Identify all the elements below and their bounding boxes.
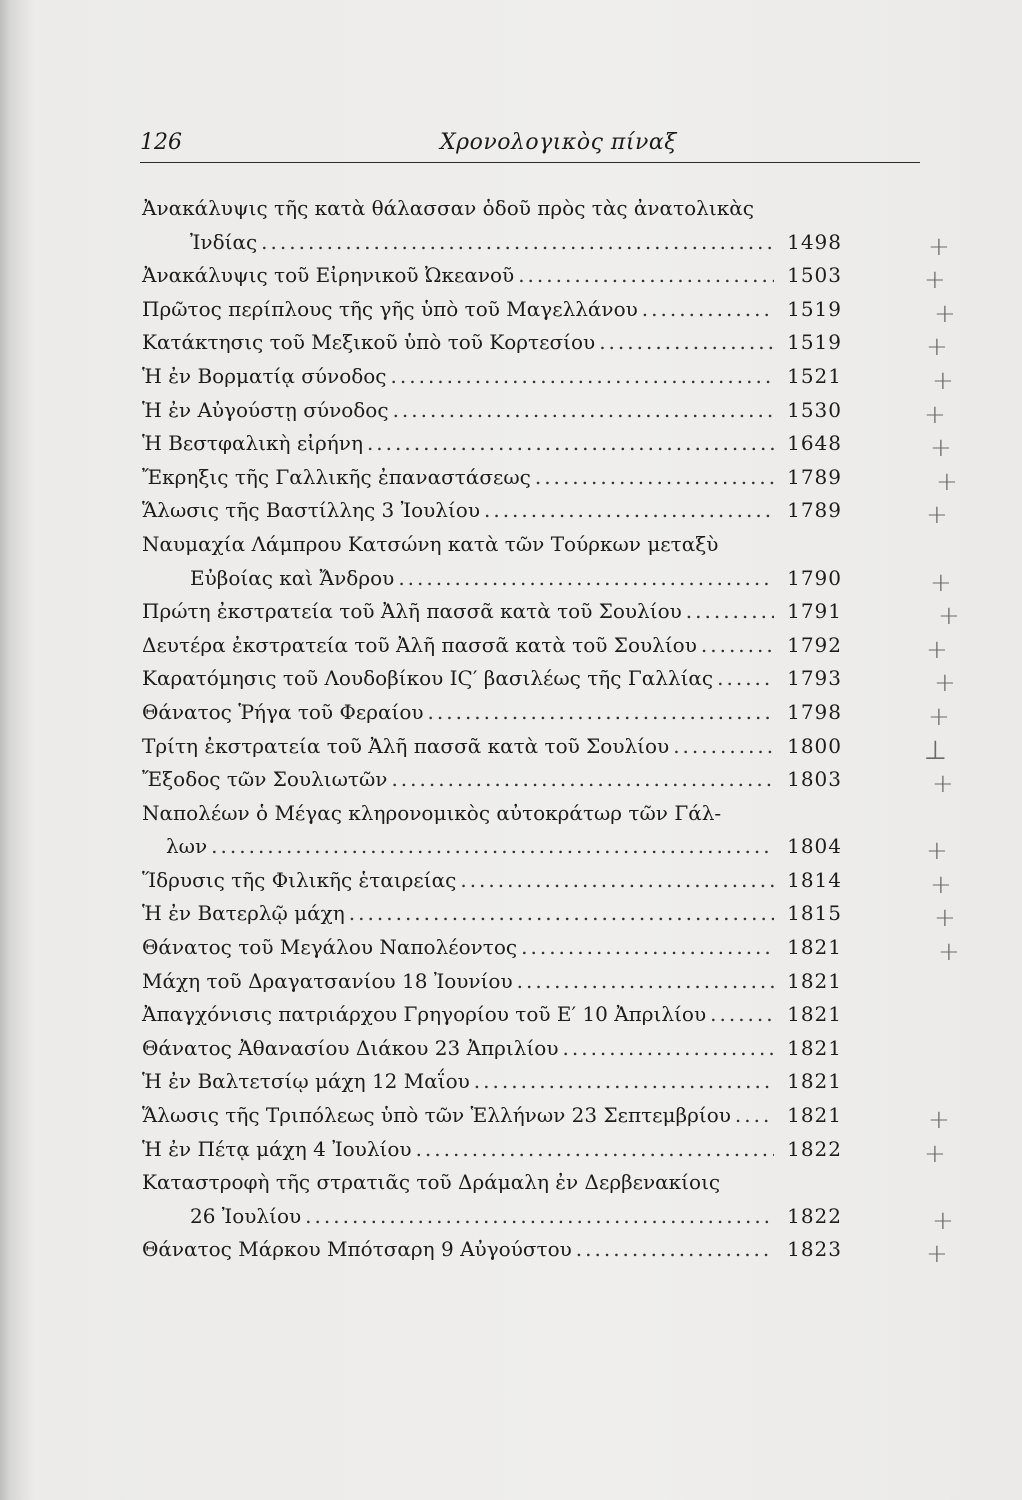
dot-leader [642, 297, 774, 321]
entry-year: 1821 [787, 935, 842, 960]
pencil-tick-mark: + [938, 601, 960, 632]
pencil-marks-column [900, 196, 990, 1271]
chronology-entry [142, 330, 842, 364]
entry-year: 1792 [787, 632, 842, 657]
dot-leader [576, 1237, 774, 1261]
pencil-tick-mark: + [926, 1239, 948, 1270]
entry-text: Ἀπαγχόνισις πατριάρχου Γρηγορίου τοῦ Ε′ 10 Ἀπριλίου [142, 1002, 707, 1027]
chronology-entry [142, 297, 842, 331]
entry-year: 1814 [787, 867, 842, 892]
entry-text: Καρατόμησις τοῦ Λουδοβίκου ΙϚ′ βασιλέως τῆς Γαλλίας [142, 666, 714, 691]
chronology-entry [142, 498, 842, 532]
chronology-entry [142, 700, 842, 734]
dot-leader [367, 431, 774, 455]
entry-text: Θάνατος Μάρκου Μπότσαρη 9 Αὐγούστου [142, 1237, 572, 1262]
dot-leader [563, 1036, 775, 1060]
chronology-entry [142, 263, 842, 297]
entry-text: λων [166, 834, 208, 859]
pencil-tick-mark: + [924, 399, 946, 430]
entry-year: 1498 [787, 229, 842, 254]
entry-text: Καταστροφὴ τῆς στρατιᾶς τοῦ Δράμαλη ἐν Δερβενακίοις [142, 1170, 721, 1195]
entry-text: Ἔκρηξις τῆς Γαλλικῆς ἐπαναστάσεως [142, 464, 531, 489]
chronology-entry [142, 666, 842, 700]
entry-text: Κατάκτησις τοῦ Μεξικοῦ ὑπὸ τοῦ Κορτεσίου [142, 330, 596, 355]
dot-leader [686, 599, 774, 623]
dot-leader [517, 969, 774, 993]
dot-leader [391, 767, 774, 791]
chronology-entry [142, 767, 842, 801]
entry-text: Δευτέρα ἐκστρατεία τοῦ Ἀλῆ πασσᾶ κατὰ τοῦ Σουλίου [142, 632, 697, 657]
chronology-entry [142, 196, 842, 230]
entry-year: 1821 [787, 1103, 842, 1128]
entry-text: Ἡ ἐν Αὐγούστῃ σύνοδος [142, 397, 389, 422]
dot-leader [474, 1069, 774, 1093]
pencil-tick-mark: + [932, 769, 954, 800]
entry-year: 1822 [787, 1203, 842, 1228]
pencil-tick-mark: + [934, 298, 956, 329]
pencil-tick-mark: + [928, 1105, 950, 1136]
pencil-tick-mark: + [934, 668, 956, 699]
chronology-list [142, 196, 842, 1271]
chronology-entry [142, 1069, 842, 1103]
entry-text: Ἀνακάλυψις τῆς κατὰ θάλασσαν ὁδοῦ πρὸς τὰς ἀνατολικὰς [142, 196, 754, 220]
pencil-tick-mark: + [930, 433, 952, 464]
chronology-entry [142, 566, 842, 600]
chronology-entry [142, 901, 842, 935]
chronology-entry [142, 1204, 842, 1238]
chronology-entry [142, 532, 842, 566]
pencil-tick-mark: + [926, 634, 948, 665]
entry-year: 1789 [787, 464, 842, 489]
entry-year: 1803 [787, 767, 842, 792]
pencil-tick-mark: + [926, 836, 948, 867]
chronology-entry [142, 969, 842, 1003]
dot-leader [673, 734, 774, 758]
entry-year: 1793 [787, 666, 842, 691]
dot-leader [398, 566, 774, 590]
entry-year: 1815 [787, 901, 842, 926]
entry-year: 1822 [787, 1136, 842, 1161]
pencil-tick-mark: + [932, 1205, 954, 1236]
entry-year: 1823 [787, 1237, 842, 1262]
pencil-tick-mark: + [936, 466, 958, 497]
dot-leader [305, 1204, 774, 1228]
entry-text: Ἔξοδος τῶν Σουλιωτῶν [142, 767, 388, 792]
pencil-tick-mark: + [932, 365, 954, 396]
dot-leader [710, 1002, 774, 1026]
chronology-entry [142, 868, 842, 902]
chronology-entry [142, 465, 842, 499]
entry-text: Ἡ ἐν Βατερλῷ μάχη [142, 901, 345, 926]
entry-year: 1790 [787, 565, 842, 590]
dot-leader [599, 330, 774, 354]
entry-year: 1503 [787, 263, 842, 288]
entry-year: 1789 [787, 498, 842, 523]
dot-leader [460, 868, 774, 892]
dot-leader [391, 364, 774, 388]
page-header [140, 126, 920, 163]
dot-leader [701, 633, 774, 657]
entry-text: Ἡ Βεστφαλικὴ εἰρήνη [142, 431, 363, 456]
chronology-entry [142, 398, 842, 432]
dot-leader [393, 398, 774, 422]
entry-text: Πρώτη ἐκστρατεία τοῦ Ἀλῆ πασσᾶ κατὰ τοῦ Σουλίου [142, 599, 682, 624]
entry-text: Ἵδρυσις τῆς Φιλικῆς ἑταιρείας [142, 867, 457, 892]
pencil-tick-mark: + [926, 332, 948, 363]
pencil-tick-mark: ⊥ [924, 735, 947, 766]
dot-leader [211, 834, 774, 858]
pencil-tick-mark: + [928, 231, 950, 262]
entry-text: Ἡ ἐν Πέτᾳ μάχη 4 Ἰουλίου [142, 1136, 412, 1161]
entry-year: 1821 [787, 1002, 842, 1027]
entry-year: 1798 [787, 699, 842, 724]
dot-leader [416, 1137, 774, 1161]
pencil-tick-mark: + [928, 701, 950, 732]
chronology-entry [142, 633, 842, 667]
entry-text: Ἅλωσις τῆς Βαστίλλης 3 Ἰουλίου [142, 498, 480, 523]
entry-year: 1804 [787, 834, 842, 859]
entry-year: 1791 [787, 599, 842, 624]
entry-text: Τρίτη ἐκστρατεία τοῦ Ἀλῆ πασσᾶ κατὰ τοῦ Σουλίου [142, 733, 670, 758]
pencil-tick-mark: + [930, 567, 952, 598]
dot-leader [428, 700, 774, 724]
entry-year: 1821 [787, 968, 842, 993]
entry-year: 1519 [787, 330, 842, 355]
chronology-entry [142, 230, 842, 264]
entry-year: 1530 [787, 397, 842, 422]
chronology-entry [142, 364, 842, 398]
chronology-entry [142, 734, 842, 768]
entry-year: 1519 [787, 296, 842, 321]
pencil-tick-mark: + [926, 500, 948, 531]
dot-leader [349, 901, 774, 925]
entry-text: Ναυμαχία Λάμπρου Κατσώνη κατὰ τῶν Τούρκων μεταξὺ [142, 531, 719, 556]
entry-text: Ἅλωσις τῆς Τριπόλεως ὑπὸ τῶν Ἑλλήνων 23 Σεπτεμβρίου [142, 1103, 731, 1128]
dot-leader [484, 498, 774, 522]
chronology-entry [142, 834, 842, 868]
entry-text: Ἡ ἐν Βαλτετσίῳ μάχη 12 Μαΐου [142, 1069, 470, 1094]
entry-text: Μάχη τοῦ Δραγατσανίου 18 Ἰουνίου [142, 968, 513, 993]
chronology-entry [142, 1036, 842, 1070]
entry-year: 1648 [787, 431, 842, 456]
chronology-entry [142, 1137, 842, 1171]
page-number: 126 [140, 130, 182, 155]
chronology-entry [142, 431, 842, 465]
entry-year: 1800 [787, 733, 842, 758]
dot-leader [735, 1103, 774, 1127]
dot-leader [521, 935, 774, 959]
pencil-tick-mark: + [934, 903, 956, 934]
dot-leader [535, 465, 774, 489]
entry-year: 1821 [787, 1069, 842, 1094]
chronology-entry [142, 1103, 842, 1137]
running-title: Χρονολογικὸς πίναξ [440, 130, 677, 155]
entry-text: 26 Ἰουλίου [190, 1203, 302, 1228]
entry-text: Ναπολέων ὁ Μέγας κληρονομικὸς αὐτοκράτωρ τῶν Γάλ- [142, 800, 722, 825]
dot-leader [518, 263, 774, 287]
entry-text: Θάνατος Ῥήγα τοῦ Φεραίου [142, 699, 424, 724]
dot-leader [261, 230, 774, 254]
entry-text: Πρῶτος περίπλους τῆς γῆς ὑπὸ τοῦ Μαγελλάνου [142, 296, 638, 321]
entry-text: Ἀνακάλυψις τοῦ Εἰρηνικοῦ Ὠκεανοῦ [142, 263, 515, 288]
chronology-entry [142, 1002, 842, 1036]
pencil-tick-mark: + [924, 1138, 946, 1169]
entry-text: Θάνατος Ἀθανασίου Διάκου 23 Ἀπριλίου [142, 1035, 559, 1060]
pencil-tick-mark: + [930, 869, 952, 900]
entry-year: 1521 [787, 363, 842, 388]
pencil-tick-mark: + [924, 265, 946, 296]
entry-year: 1821 [787, 1035, 842, 1060]
chronology-entry [142, 599, 842, 633]
entry-text: Ἡ ἐν Βορματίᾳ σύνοδος [142, 363, 387, 388]
dot-leader [717, 666, 774, 690]
entry-text: Ἰνδίας [190, 229, 258, 254]
chronology-entry [142, 801, 842, 835]
chronology-entry [142, 935, 842, 969]
chronology-entry [142, 1170, 842, 1204]
entry-text: Εὐβοίας καὶ Ἄνδρου [190, 565, 395, 590]
entry-text: Θάνατος τοῦ Μεγάλου Ναπολέοντος [142, 935, 518, 960]
chronology-entry [142, 1237, 842, 1271]
pencil-tick-mark: + [938, 937, 960, 968]
